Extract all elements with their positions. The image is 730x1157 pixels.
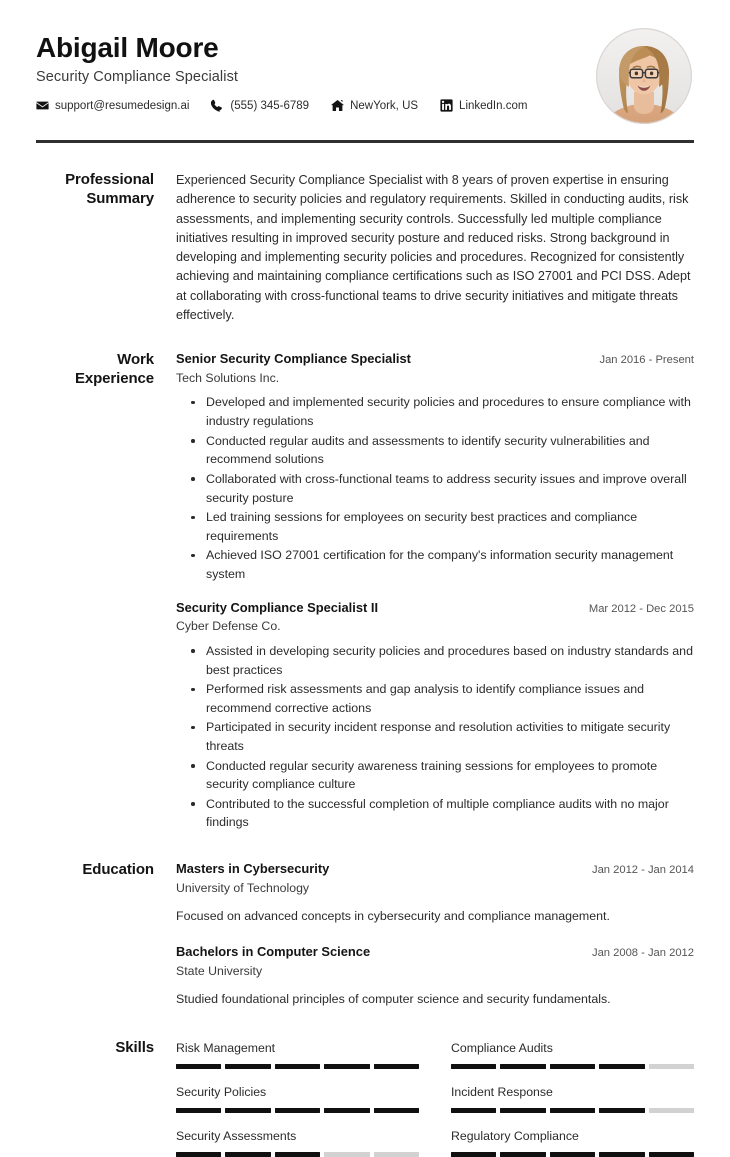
skill-rating-bar — [176, 1064, 419, 1069]
education-body — [176, 861, 694, 1009]
skill-item — [451, 1041, 694, 1069]
skills-grid — [176, 1039, 694, 1157]
section-label-education: Education — [82, 861, 154, 879]
page-title: Abigail Moore — [36, 32, 219, 63]
list-item: Conducted regular audits and assessments to identify security vulnerabilities and recommend solutions — [204, 432, 694, 469]
work-body — [176, 351, 694, 833]
skill-item — [176, 1129, 419, 1157]
education-date: Jan 2012 - Jan 2014 — [591, 864, 694, 877]
contact-linkedin-label: LinkedIn.com — [459, 99, 528, 112]
work-entry-date: Mar 2012 - Dec 2015 — [588, 602, 694, 615]
skill-item — [176, 1085, 419, 1113]
header-divider — [36, 140, 694, 143]
section-label-summary: Professional Summary — [65, 171, 154, 207]
skill-segment — [324, 1064, 369, 1069]
skill-name: Incident Response — [451, 1084, 553, 1099]
skill-item — [451, 1129, 694, 1157]
skill-segment — [649, 1064, 694, 1069]
skill-segment — [649, 1152, 694, 1157]
contact-email-label: support@resumedesign.ai — [55, 99, 190, 112]
list-item: Collaborated with cross-functional teams to address security issues and improve overall security posture — [204, 470, 694, 507]
skill-name: Security Policies — [176, 1084, 267, 1099]
education-degree: Bachelors in Computer Science — [176, 944, 371, 959]
skill-segment — [374, 1064, 419, 1069]
skill-segment — [275, 1108, 320, 1113]
summary-body — [176, 171, 694, 325]
work-entry-company: Cyber Defense Co. — [176, 619, 281, 634]
skills-body — [176, 1039, 694, 1157]
education-school: State University — [176, 963, 263, 978]
list-item: Participated in security incident response and resolution activities to mitigate security threats — [204, 718, 694, 755]
skill-segment — [500, 1064, 545, 1069]
skill-segment — [550, 1064, 595, 1069]
skill-segment — [550, 1108, 595, 1113]
section-professional-summary — [36, 171, 694, 325]
skill-segment — [225, 1152, 270, 1157]
home-icon — [331, 99, 344, 112]
skill-segment — [500, 1108, 545, 1113]
summary-text: Experienced Security Compliance Specialist with 8 years of proven expertise in ensuring adherence to security policies and regulatory requirements. Skilled in conducting audits, risk assessments, and implementing security controls. Successfully led multiple compliance initiatives resulting in improved security posture and reduced risks. Strong background in developing and implementing security policies and procedures. Recognized for consistently achieving and maintaining compliance certifications such as ISO 27001 and PCI DSS. Adept at collaborating with cross-functional teams to drive security initiatives and mitigate threats effectively. — [176, 173, 691, 322]
skill-name: Compliance Audits — [451, 1040, 553, 1055]
skill-item — [451, 1085, 694, 1113]
skill-segment — [374, 1108, 419, 1113]
skill-rating-bar — [176, 1108, 419, 1113]
work-entry-date: Jan 2016 - Present — [599, 354, 694, 367]
skill-segment — [275, 1152, 320, 1157]
resume-header — [36, 28, 694, 124]
contact-row — [36, 99, 596, 112]
contact-location-label: NewYork, US — [350, 99, 419, 112]
envelope-icon — [36, 99, 49, 112]
section-label-work: Work Experience — [74, 351, 154, 387]
linkedin-icon — [440, 99, 453, 112]
skill-segment — [599, 1152, 644, 1157]
header-text-block — [36, 28, 596, 112]
section-skills — [36, 1039, 694, 1157]
skill-item — [176, 1041, 419, 1069]
avatar — [596, 28, 692, 124]
list-item: Contributed to the successful completion of multiple compliance audits with no major findings — [204, 795, 694, 832]
contact-phone[interactable] — [211, 99, 309, 112]
section-education — [36, 861, 694, 1009]
education-description: Studied foundational principles of computer science and security fundamentals. — [176, 992, 611, 1007]
skill-name: Security Assessments — [176, 1128, 297, 1143]
skill-segment — [599, 1064, 644, 1069]
skill-segment — [324, 1152, 369, 1157]
contact-linkedin[interactable] — [440, 99, 527, 112]
skill-segment — [176, 1108, 221, 1113]
work-entry-title: Security Compliance Specialist II — [176, 599, 379, 615]
education-date: Jan 2008 - Jan 2012 — [591, 947, 694, 959]
skill-rating-bar — [451, 1152, 694, 1157]
skill-rating-bar — [176, 1152, 419, 1157]
skill-segment — [225, 1108, 270, 1113]
skill-name: Regulatory Compliance — [451, 1128, 579, 1143]
skill-segment — [500, 1152, 545, 1157]
work-entry-title: Senior Security Compliance Specialist — [176, 351, 411, 367]
education-description: Focused on advanced concepts in cybersecurity and compliance management. — [176, 909, 610, 924]
contact-email[interactable] — [36, 99, 189, 112]
education-degree: Masters in Cybersecurity — [176, 861, 330, 877]
list-item: Led training sessions for employees on security best practices and compliance requirements — [204, 508, 694, 545]
skill-segment — [324, 1108, 369, 1113]
work-entry-company: Tech Solutions Inc. — [176, 370, 280, 385]
education-entry — [176, 861, 694, 926]
contact-phone-label: (555) 345-6789 — [230, 99, 310, 112]
work-entry-head — [176, 351, 694, 368]
skill-segment — [275, 1064, 320, 1069]
education-entry-head — [176, 944, 694, 961]
education-entry — [176, 944, 694, 1009]
skill-segment — [451, 1108, 496, 1113]
work-entry-head — [176, 600, 694, 617]
list-item: Performed risk assessments and gap analysis to identify compliance issues and recommend corrective actions — [204, 680, 694, 717]
skill-segment — [451, 1152, 496, 1157]
list-item: Achieved ISO 27001 certification for the company's information security management system — [204, 546, 694, 583]
work-entry-bullets — [176, 393, 694, 583]
work-entry — [176, 351, 694, 583]
skill-rating-bar — [451, 1108, 694, 1113]
education-entry-head — [176, 861, 694, 878]
list-item: Conducted regular security awareness training sessions for employees to promote security compliance culture — [204, 757, 694, 794]
skill-segment — [176, 1152, 221, 1157]
skill-segment — [550, 1152, 595, 1157]
list-item: Developed and implemented security policies and procedures to ensure compliance with industry regulations — [204, 393, 694, 430]
job-title: Security Compliance Specialist — [36, 69, 239, 86]
section-work-experience — [36, 351, 694, 833]
skill-segment — [374, 1152, 419, 1157]
skill-segment — [176, 1064, 221, 1069]
work-entry-bullets — [176, 642, 694, 832]
skill-segment — [649, 1108, 694, 1113]
skill-segment — [225, 1064, 270, 1069]
skill-segment — [451, 1064, 496, 1069]
work-entry — [176, 600, 694, 832]
contact-location[interactable] — [331, 99, 418, 112]
phone-icon — [211, 99, 224, 112]
skill-rating-bar — [451, 1064, 694, 1069]
skill-segment — [599, 1108, 644, 1113]
list-item: Assisted in developing security policies and procedures based on industry standards and best practices — [204, 642, 694, 679]
education-school: University of Technology — [176, 880, 310, 895]
section-label-skills: Skills — [115, 1038, 154, 1056]
skill-name: Risk Management — [176, 1040, 276, 1055]
